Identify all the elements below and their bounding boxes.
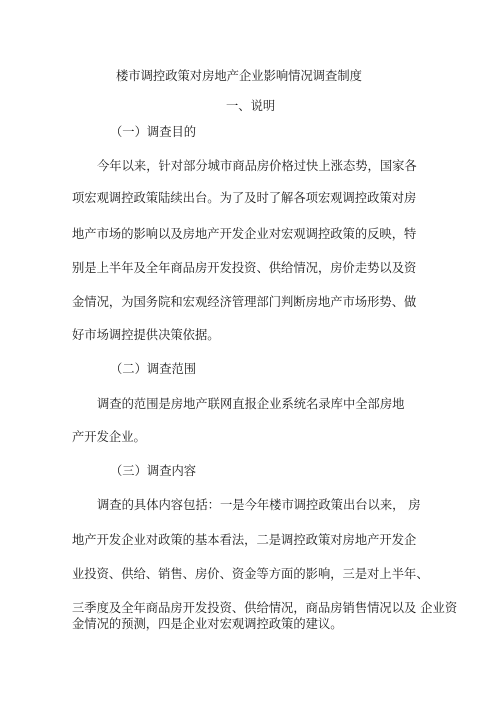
paragraph-line: 调查的具体内容包括：一是今年楼市调控政策出台以来， 房 [97,498,421,512]
paragraph-line: 地产市场的影响以及房地产开发企业对宏观调控政策的反映，特 [72,227,417,241]
paragraph-line: 金情况的预测，四是企业对宏观调控政策的建议。 [72,617,343,631]
paragraph-line: 地产开发企业对政策的基本看法，二是调控政策对房地产开发企 [72,533,417,547]
document-title: 楼市调控政策对房地产企业影响情况调查制度 [116,69,362,83]
paragraph-line: 今年以来，针对部分城市商品房价格过快上涨态势，国家各 [97,159,417,173]
paragraph-line: 别是上半年及全年商品房开发投资、供给情况，房价走势以及资 [72,261,417,275]
subsection-heading: （二）调查范围 [110,362,197,376]
paragraph-line: 业投资、供给、销售、房价、资金等方面的影响，三是对上半年、 [72,567,429,581]
subsection-heading: （一）调查目的 [110,125,197,139]
paragraph-line: 调查的范围是房地产联网直报企业系统名录库中全部房地 [97,397,405,411]
section-heading: 一、说明 [226,99,276,113]
paragraph-line: 好市场调控提供决策依据。 [72,328,220,342]
paragraph-line: 产开发企业。 [72,430,146,444]
paragraph-line: 金情况，为国务院和宏观经济管理部门判断房地产市场形势、做 [72,295,417,309]
paragraph-line: 三季度及全年商品房开发投资、供给情况，商品房销售情况以及 企业资 [72,601,458,615]
paragraph-line: 项宏观调控政策陆续出台。为了及时了解各项宏观调控政策对房 [72,191,417,205]
subsection-heading: （三）调查内容 [110,464,197,478]
